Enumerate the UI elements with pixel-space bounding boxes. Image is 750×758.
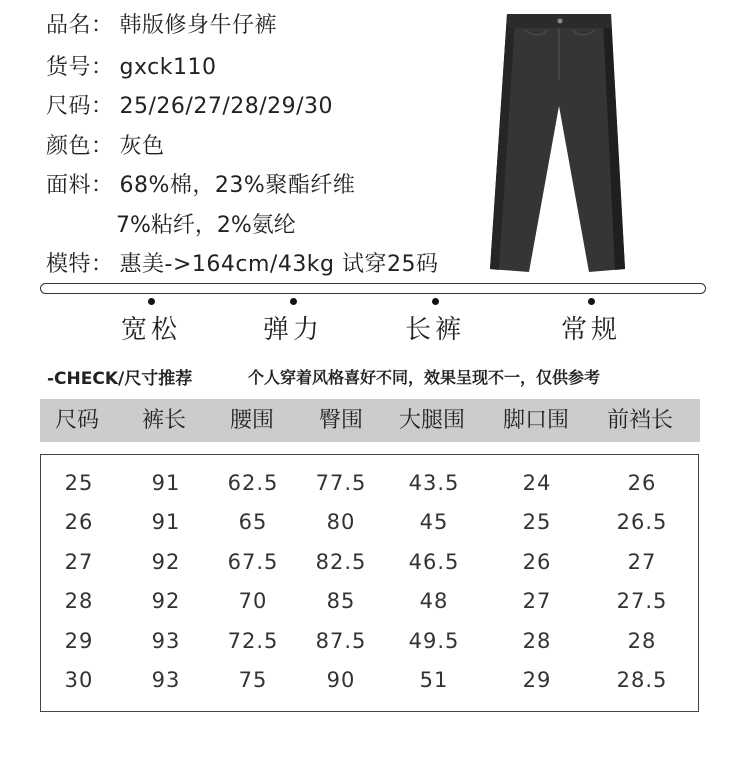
table-cell: 26 <box>522 550 552 574</box>
info-label: 面料： <box>46 173 114 198</box>
feature-label: 宽松 <box>120 315 181 345</box>
table-cell: 29 <box>522 668 552 692</box>
header-cell: 尺码 <box>54 408 100 433</box>
header-cell: 脚口围 <box>502 408 570 433</box>
feature-loose <box>101 298 201 346</box>
info-value: 25/26/27/28/29/30 <box>119 94 334 119</box>
table-cell: 28 <box>64 589 94 613</box>
table-cell: 26 <box>627 471 657 495</box>
table-cell: 65 <box>238 510 268 534</box>
info-value: 灰色 <box>119 134 165 159</box>
feature-stretch <box>243 298 343 346</box>
table-cell: 82.5 <box>315 550 367 574</box>
info-label: 颜色： <box>46 134 114 159</box>
table-cell: 26 <box>64 510 94 534</box>
table-cell: 51 <box>419 668 449 692</box>
table-cell: 24 <box>522 471 552 495</box>
header-cell: 前裆长 <box>606 408 674 433</box>
table-cell: 27.5 <box>616 589 668 613</box>
table-cell: 26.5 <box>616 510 668 534</box>
table-cell: 67.5 <box>227 550 279 574</box>
feature-label: 常规 <box>560 315 621 345</box>
table-cell: 85 <box>326 589 356 613</box>
info-label: 尺码： <box>46 94 114 119</box>
table-cell: 43.5 <box>408 471 460 495</box>
feature-dot <box>148 298 155 305</box>
header-cell: 裤长 <box>141 408 187 433</box>
info-value: gxck110 <box>119 55 217 80</box>
table-cell: 93 <box>151 629 181 653</box>
info-value: 68%棉，23%聚酯纤维 <box>119 173 356 198</box>
info-value: 7%粘纤，2%氨纶 <box>116 213 296 238</box>
table-cell: 25 <box>522 510 552 534</box>
header-cell: 腰围 <box>229 408 275 433</box>
size-guide-note: 个人穿着风格喜好不同，效果呈现不一，仅供参考 <box>248 368 601 387</box>
table-cell: 80 <box>326 510 356 534</box>
feature-dot <box>290 298 297 305</box>
size-table-header <box>40 399 700 442</box>
info-value: 惠美->164cm/43kg 试穿25码 <box>119 252 439 277</box>
table-cell: 28 <box>522 629 552 653</box>
table-cell: 91 <box>151 510 181 534</box>
table-cell: 27 <box>627 550 657 574</box>
table-cell: 29 <box>64 629 94 653</box>
table-cell: 75 <box>238 668 268 692</box>
table-cell: 93 <box>151 668 181 692</box>
info-label: 货号： <box>46 55 114 80</box>
table-cell: 70 <box>238 589 268 613</box>
table-cell: 28 <box>627 629 657 653</box>
table-cell: 90 <box>326 668 356 692</box>
info-value: 韩版修身牛仔裤 <box>119 13 278 38</box>
jeans-illustration <box>487 10 629 274</box>
table-cell: 45 <box>419 510 449 534</box>
table-cell: 92 <box>151 589 181 613</box>
table-cell: 28.5 <box>616 668 668 692</box>
feature-dot <box>588 298 595 305</box>
header-cell: 臀围 <box>318 408 364 433</box>
size-table-body <box>40 454 699 712</box>
table-cell: 72.5 <box>227 629 279 653</box>
info-row-color <box>46 129 165 160</box>
feature-label: 弹力 <box>262 315 323 345</box>
size-guide-title: -CHECK/尺寸推荐 <box>47 369 193 389</box>
feature-slider-track <box>40 283 706 294</box>
table-cell: 30 <box>64 668 94 692</box>
table-cell: 87.5 <box>315 629 367 653</box>
table-cell: 25 <box>64 471 94 495</box>
feature-dot <box>432 298 439 305</box>
info-row-sku <box>46 50 216 81</box>
header-cell: 大腿围 <box>398 408 466 433</box>
table-cell: 46.5 <box>408 550 460 574</box>
info-row-model <box>46 247 439 278</box>
table-cell: 62.5 <box>227 471 279 495</box>
info-row-name <box>46 8 277 39</box>
info-row-fabric <box>46 168 355 199</box>
jeans-image <box>487 10 629 274</box>
table-cell: 92 <box>151 550 181 574</box>
table-cell: 91 <box>151 471 181 495</box>
feature-long <box>385 298 485 346</box>
feature-regular <box>541 298 641 346</box>
info-row-fabric-cont <box>116 208 296 239</box>
info-label: 品名： <box>46 13 114 38</box>
info-label: 模特： <box>46 252 114 277</box>
table-cell: 27 <box>64 550 94 574</box>
table-cell: 48 <box>419 589 449 613</box>
table-cell: 77.5 <box>315 471 367 495</box>
feature-label: 长裤 <box>404 315 465 345</box>
info-row-size <box>46 89 333 120</box>
table-cell: 49.5 <box>408 629 460 653</box>
table-cell: 27 <box>522 589 552 613</box>
